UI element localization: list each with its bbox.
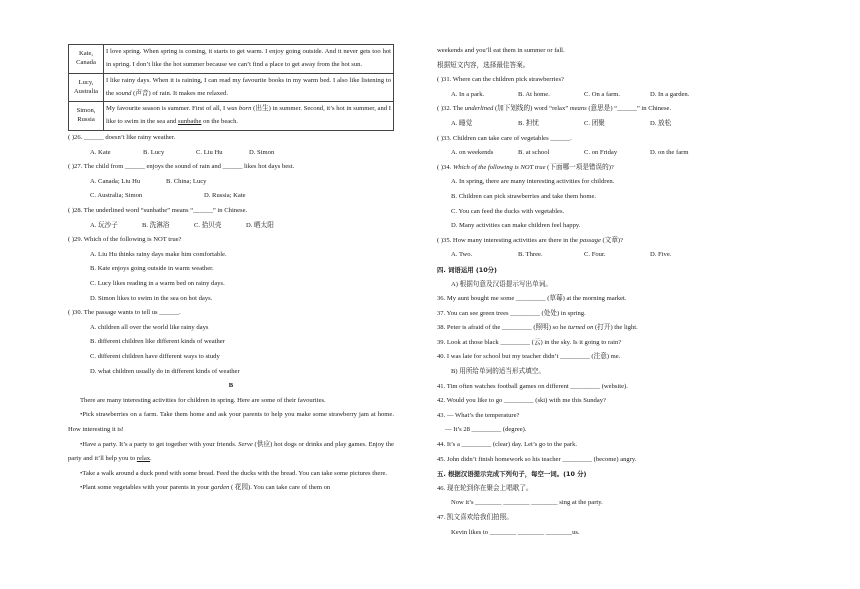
question-38: 38. Peter is afraid of the _________ (照明) so he turned on (打开) the light. <box>437 324 638 332</box>
question-34: ( )34. Which of the following is NOT true (下面哪一项是错误的)? <box>437 163 614 171</box>
section-4-title: 四. 词语运用 (10分) <box>437 265 497 274</box>
name-line: Kate, <box>78 49 94 57</box>
question-33: ( )33. Children can take care of vegetables ______. <box>437 134 572 142</box>
table-text-cell: I love spring. When spring is coming, it starts to get warm. I enjoy going outside. And it never gets too hot in spring. I don’t like the hot summer because we can’t find a place to get away from the hot sun. <box>104 45 394 74</box>
options-27-row1: A. Canada; Liu Hu B. China; Lucy <box>90 177 207 185</box>
table-text-cell: I like rainy days. When it is raining, I can read my favourite books in my warm bed. I also like listening to the sound (声音) of rain. It makes me relaxed. <box>104 73 394 102</box>
option-29-b: B. Kate enjoys going outside in warm weather. <box>90 265 214 273</box>
question-27: ( )27. The child from ______ enjoys the sound of rain and ______ likes hot days best. <box>68 163 295 171</box>
option-30-d: D. what children usually do in different kinds of weather <box>90 367 240 375</box>
table-row <box>69 45 394 74</box>
part-b-title: B <box>228 382 234 390</box>
option-29-a: A. Liu Hu thinks rainy days make him comfortable. <box>90 250 227 258</box>
question-30: ( )30. The passage wants to tell us ______. <box>68 309 181 317</box>
question-36: 36. My aunt bought me some _________ (草莓) at the morning market. <box>437 295 627 303</box>
part-b-para-4: •Plant some vegetables with your parents in your garden ( 花园). You can take care of them on <box>80 484 331 492</box>
country-line: Canada <box>76 58 96 66</box>
section-5-title: 五. 根据汉语提示完成下列句子，每空一词。(10 分) <box>437 470 587 479</box>
options-35: A. Two. B. Three. C. Four. D. Five. <box>451 251 672 259</box>
table-name-cell <box>69 102 104 131</box>
options-33: A. on weekends B. at school C. on Friday D. on the farm <box>451 149 689 157</box>
question-40: 40. I was late for school but my teacher didn’t _________ (注意) me. <box>437 353 621 361</box>
part-b-intro: There are many interesting activities for children in spring. Here are some of their favourites. <box>80 396 326 404</box>
question-31: ( )31. Where can the children pick strawberries? <box>437 76 564 84</box>
table-row <box>69 73 394 102</box>
table-row <box>69 102 394 131</box>
question-47: 47. 凯文喜欢给我们拍照。 <box>437 514 513 521</box>
options-32: A. 睡觉 B. 担忧 C. 团聚 D. 放松 <box>451 119 672 127</box>
question-32: ( )32. The underlined (加下划线的) word “relax” means (意思是) “______” in Chinese. <box>437 105 672 113</box>
question-46-blank: Now it’s ________ ________ ________ sing at the party. <box>451 499 603 507</box>
question-47-blank: Kevin likes to ________ ________ ________us. <box>451 528 580 536</box>
part-b-para-3: •Take a walk around a duck pond with some bread. Feed the ducks with the bread. You can take some pictures there. <box>80 469 388 477</box>
options-27-row2: C. Australia; Simon D. Russia; Kate <box>90 192 246 200</box>
question-39: 39. Look at those black _________ (云) in the sky. Is it going to rain? <box>437 338 622 346</box>
question-43: 43. — What’s the temperature? <box>437 411 520 419</box>
country-line: Russia <box>77 116 95 124</box>
table-text-cell: My favourite season is summer. First of all, I was born (出生) in summer. Second, it’s hot in summer, and I like to swim in the sea and sunbathe on the beach. <box>104 102 394 131</box>
part-b-para-2: •Have a party. It’s a party to get together with your friends. Serve (供应) hot dogs or drinks and play games. Enjoy the party and it’ll help you to relax. <box>68 440 394 463</box>
option-30-c: C. different children have different ways to study <box>90 352 220 360</box>
question-42: 42. Would you like to go _________ (ski) with me this Sunday? <box>437 397 606 405</box>
option-34-d: D. Many activities can make children feel happy. <box>451 222 581 230</box>
left-column <box>68 44 394 496</box>
name-line: Lucy, <box>78 78 94 86</box>
option-34-a: A. In spring, there are many interesting activities for children. <box>451 178 615 186</box>
options-26: A. Kate B. Lucy C. Liu Hu D. Simon <box>90 148 275 156</box>
question-44: 44. It’s a _________ (clear) day. Let’s go to the park. <box>437 441 578 449</box>
options-31: A. In a park. B. At home. C. On a farm. D. In a garden. <box>451 90 690 98</box>
option-34-c: C. You can feed the ducks with vegetables. <box>451 207 565 215</box>
table-name-cell <box>69 45 104 74</box>
name-line: Simon, <box>76 107 96 115</box>
instruction: 根据短文内容，选择最佳答案。 <box>437 61 530 69</box>
question-46: 46. 现在轮到你在聚会上唱歌了。 <box>437 484 533 492</box>
country-line: Australia <box>73 87 99 95</box>
section-4b-instruction: B) 用所给单词的适当形式填空。 <box>451 368 545 376</box>
option-30-b: B. different children like different kinds of weather <box>90 338 225 346</box>
option-29-d: D. Simon likes to swim in the sea on hot days. <box>90 294 213 302</box>
option-30-a: A. children all over the world like rainy days <box>90 323 209 331</box>
passage-continuation: weekends and you’ll eat them in summer or fall. <box>437 47 565 54</box>
question-43-answer: — It’s 28 _________ (degree). <box>445 426 527 434</box>
question-37: 37. You can see green trees _________ (处处) in spring. <box>437 309 586 317</box>
question-28: ( )28. The underlined word “sunbathe” means “______” in Chinese. <box>68 207 248 215</box>
table-name-cell <box>69 73 104 102</box>
right-column <box>437 44 767 540</box>
option-29-c: C. Lucy likes reading in a warm bed on rainy days. <box>90 280 225 287</box>
question-35: ( )35. How many interesting activities are there in the passage (文章)? <box>437 236 624 244</box>
question-41: 41. Tim often watches football games on different _________ (website). <box>437 382 628 390</box>
part-b-para-1: •Pick strawberries on a farm. Take them home and ask your parents to help you make some strawberry jam at home. How interesting it is! <box>68 411 394 433</box>
question-29: ( )29. Which of the following is NOT true? <box>68 236 182 244</box>
question-45: 45. John didn’t finish homework so his teacher _________ (become) angry. <box>437 455 637 463</box>
passage-a-table <box>68 44 394 131</box>
section-4a-instruction: A) 根据句意及汉语提示写出单词。 <box>451 280 552 288</box>
option-34-b: B. Children can pick strawberries and take them home. <box>451 192 597 200</box>
question-26: ( )26. ______ doesn’t like rainy weather. <box>68 134 176 142</box>
options-28: A. 玩沙子 B. 洗淋浴 C. 拾贝壳 D. 晒太阳 <box>90 221 274 229</box>
